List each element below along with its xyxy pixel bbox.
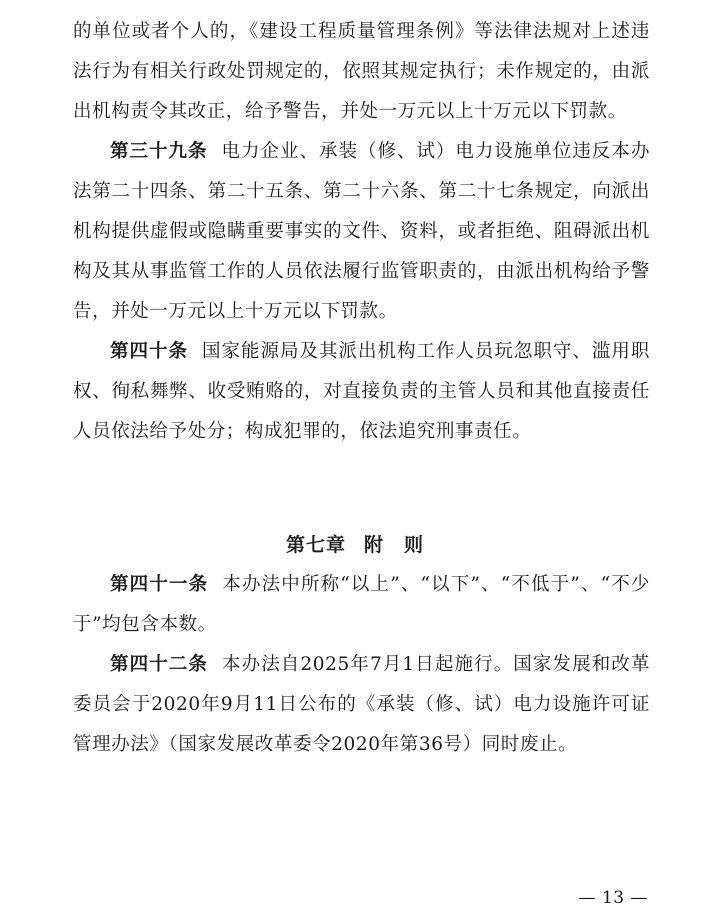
chapter-heading: [0, 525, 710, 565]
section-upper: [73, 12, 650, 452]
article-40-title: 第四十条: [110, 341, 188, 362]
article-40-body: 国家能源局及其派出机构工作人员玩忽职守、滥用职权、徇私舞弊、收受贿赂的，对直接负责的主管人员和其他直接责任人员依法给予处分；构成犯罪的，依法追究刑事责任。: [73, 341, 650, 442]
article-39-paragraph: [73, 132, 650, 332]
article-39-body: 电力企业、承装（修、试）电力设施单位违反本办法第二十四条、第二十五条、第二十六条、第二十七条规定，向派出机构提供虚假或隐瞒重要事实的文件、资料，或者拒绝、阻碍派出机构及其从事监管工作的人员依法履行监管职责的，由派出机构给予警告，并处一万元以上十万元以下罚款。: [73, 141, 650, 322]
article-41-title: 第四十一条: [110, 574, 209, 595]
chapter-number: 第七章: [285, 534, 346, 556]
article-42-paragraph: [73, 645, 650, 765]
article-40-paragraph: [73, 332, 650, 452]
article-41-paragraph: [73, 565, 650, 645]
article-39-title: 第三十九条: [110, 141, 208, 162]
article-42-body: 本办法自2025年7月1日起施行。国家发展和改革委员会于2020年9月11日公布的《承装（修、试）电力设施许可证管理办法》（国家发展改革委令2020年第36号）同时废止。: [73, 654, 650, 755]
continuation-paragraph: 的单位或者个人的，《建设工程质量管理条例》等法律法规对上述违法行为有相关行政处罚规定的，依照其规定执行；未作规定的，由派出机构责令其改正，给予警告，并处一万元以上十万元以下罚款。: [73, 21, 650, 122]
section-lower: [73, 565, 650, 765]
chapter-name: 附 则: [364, 534, 425, 556]
page-number: — 13 —: [578, 888, 648, 908]
article-41-body: 本办法中所称“以上”、“以下”、“不低于”、“不少于”均包含本数。: [73, 574, 650, 635]
article-42-title: 第四十二条: [110, 654, 208, 675]
